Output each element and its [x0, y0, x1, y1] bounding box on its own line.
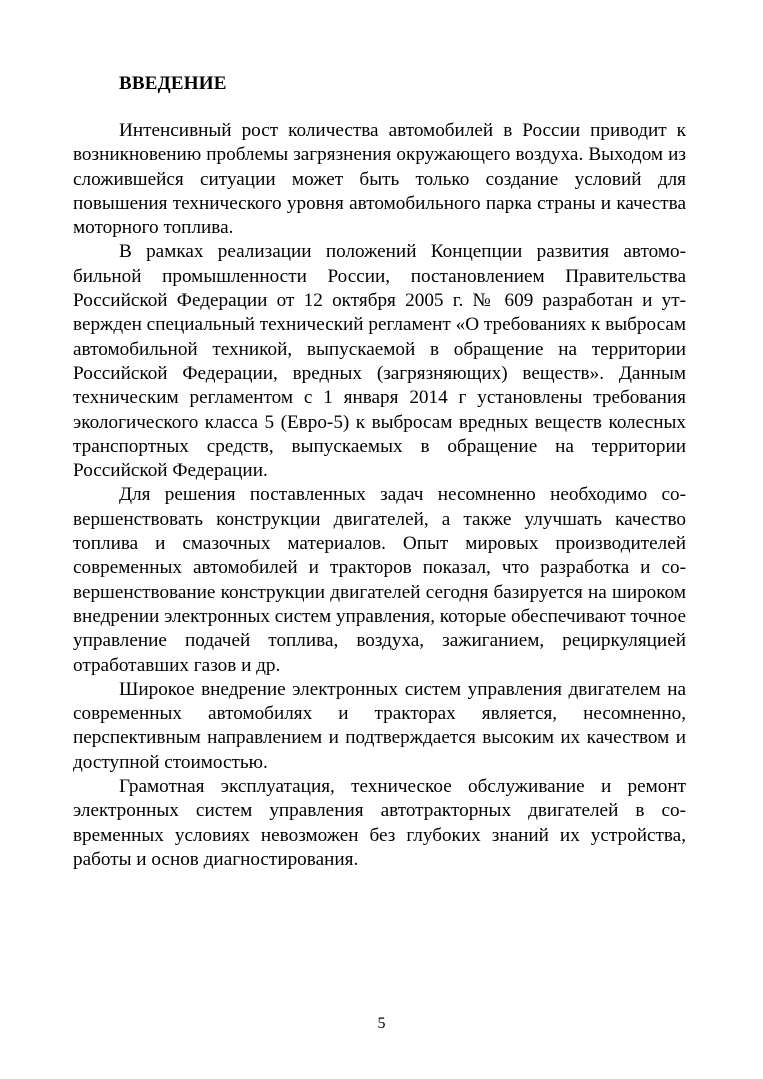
section-heading: ВВЕДЕНИЕ — [119, 73, 227, 94]
paragraph-electronic-systems: Широкое внедрение электронных систем управления двигателем на современных автомобилях и тракторах является, несомненно, перспективным направлением и подтверждается высоким их качеством и доступной стоимостью. — [73, 678, 686, 773]
paragraph-regulation: В рамках реализации положений Концепции развития автомобильной промышленности России, постановлением Правительства Российской Федерации от 12 октября 2005 г. № 609 разработан и утвержден специальный технический регламент «О требованиях к выбросам автомобильной техникой, выпускаемой в обращение на территории Российской Федерации, вредных (загрязняющих) веществ». Данным техническим регламентом с 1 января 2014 г установлены требования экологического класса 5 (Евро-5) к выбросам вредных веществ колесных транспортных средств, выпускаемых в обращение на территории Российской Федерации. — [73, 241, 686, 482]
paragraph-maintenance: Грамотная эксплуатация, техническое обслуживание и ремонт электронных систем управления автотракторных двигателей в современных условиях невозможен без глубоких знаний их устройства, работы и основ диагностирования. — [73, 776, 686, 870]
page-number: 5 — [377, 1015, 386, 1032]
page-content — [73, 72, 686, 872]
paragraph-engine-design: Для решения поставленных задач несомненно необходимо совершенствовать конструкции двигателей, а также улучшать качество топлива и смазочных материалов. Опыт мировых производителей современных автомобилей и тракторов показал, что разработка и совершенствование конструкции двигателей сегодня базируется на широком внедрении электронных систем управления, которые обеспечивают точное управление подачей топлива, воздуха, зажиганием, рециркуляцией отработавших газов и др. — [73, 484, 686, 676]
paragraph-intro: Интенсивный рост количества автомобилей в России приводит к возникновению проблемы загрязнения окружающего воздуха. Выходом из сложившейся ситуации может быть только создание условий для повышения технического уровня автомобильного парка страны и качества моторного топлива. — [73, 120, 686, 239]
